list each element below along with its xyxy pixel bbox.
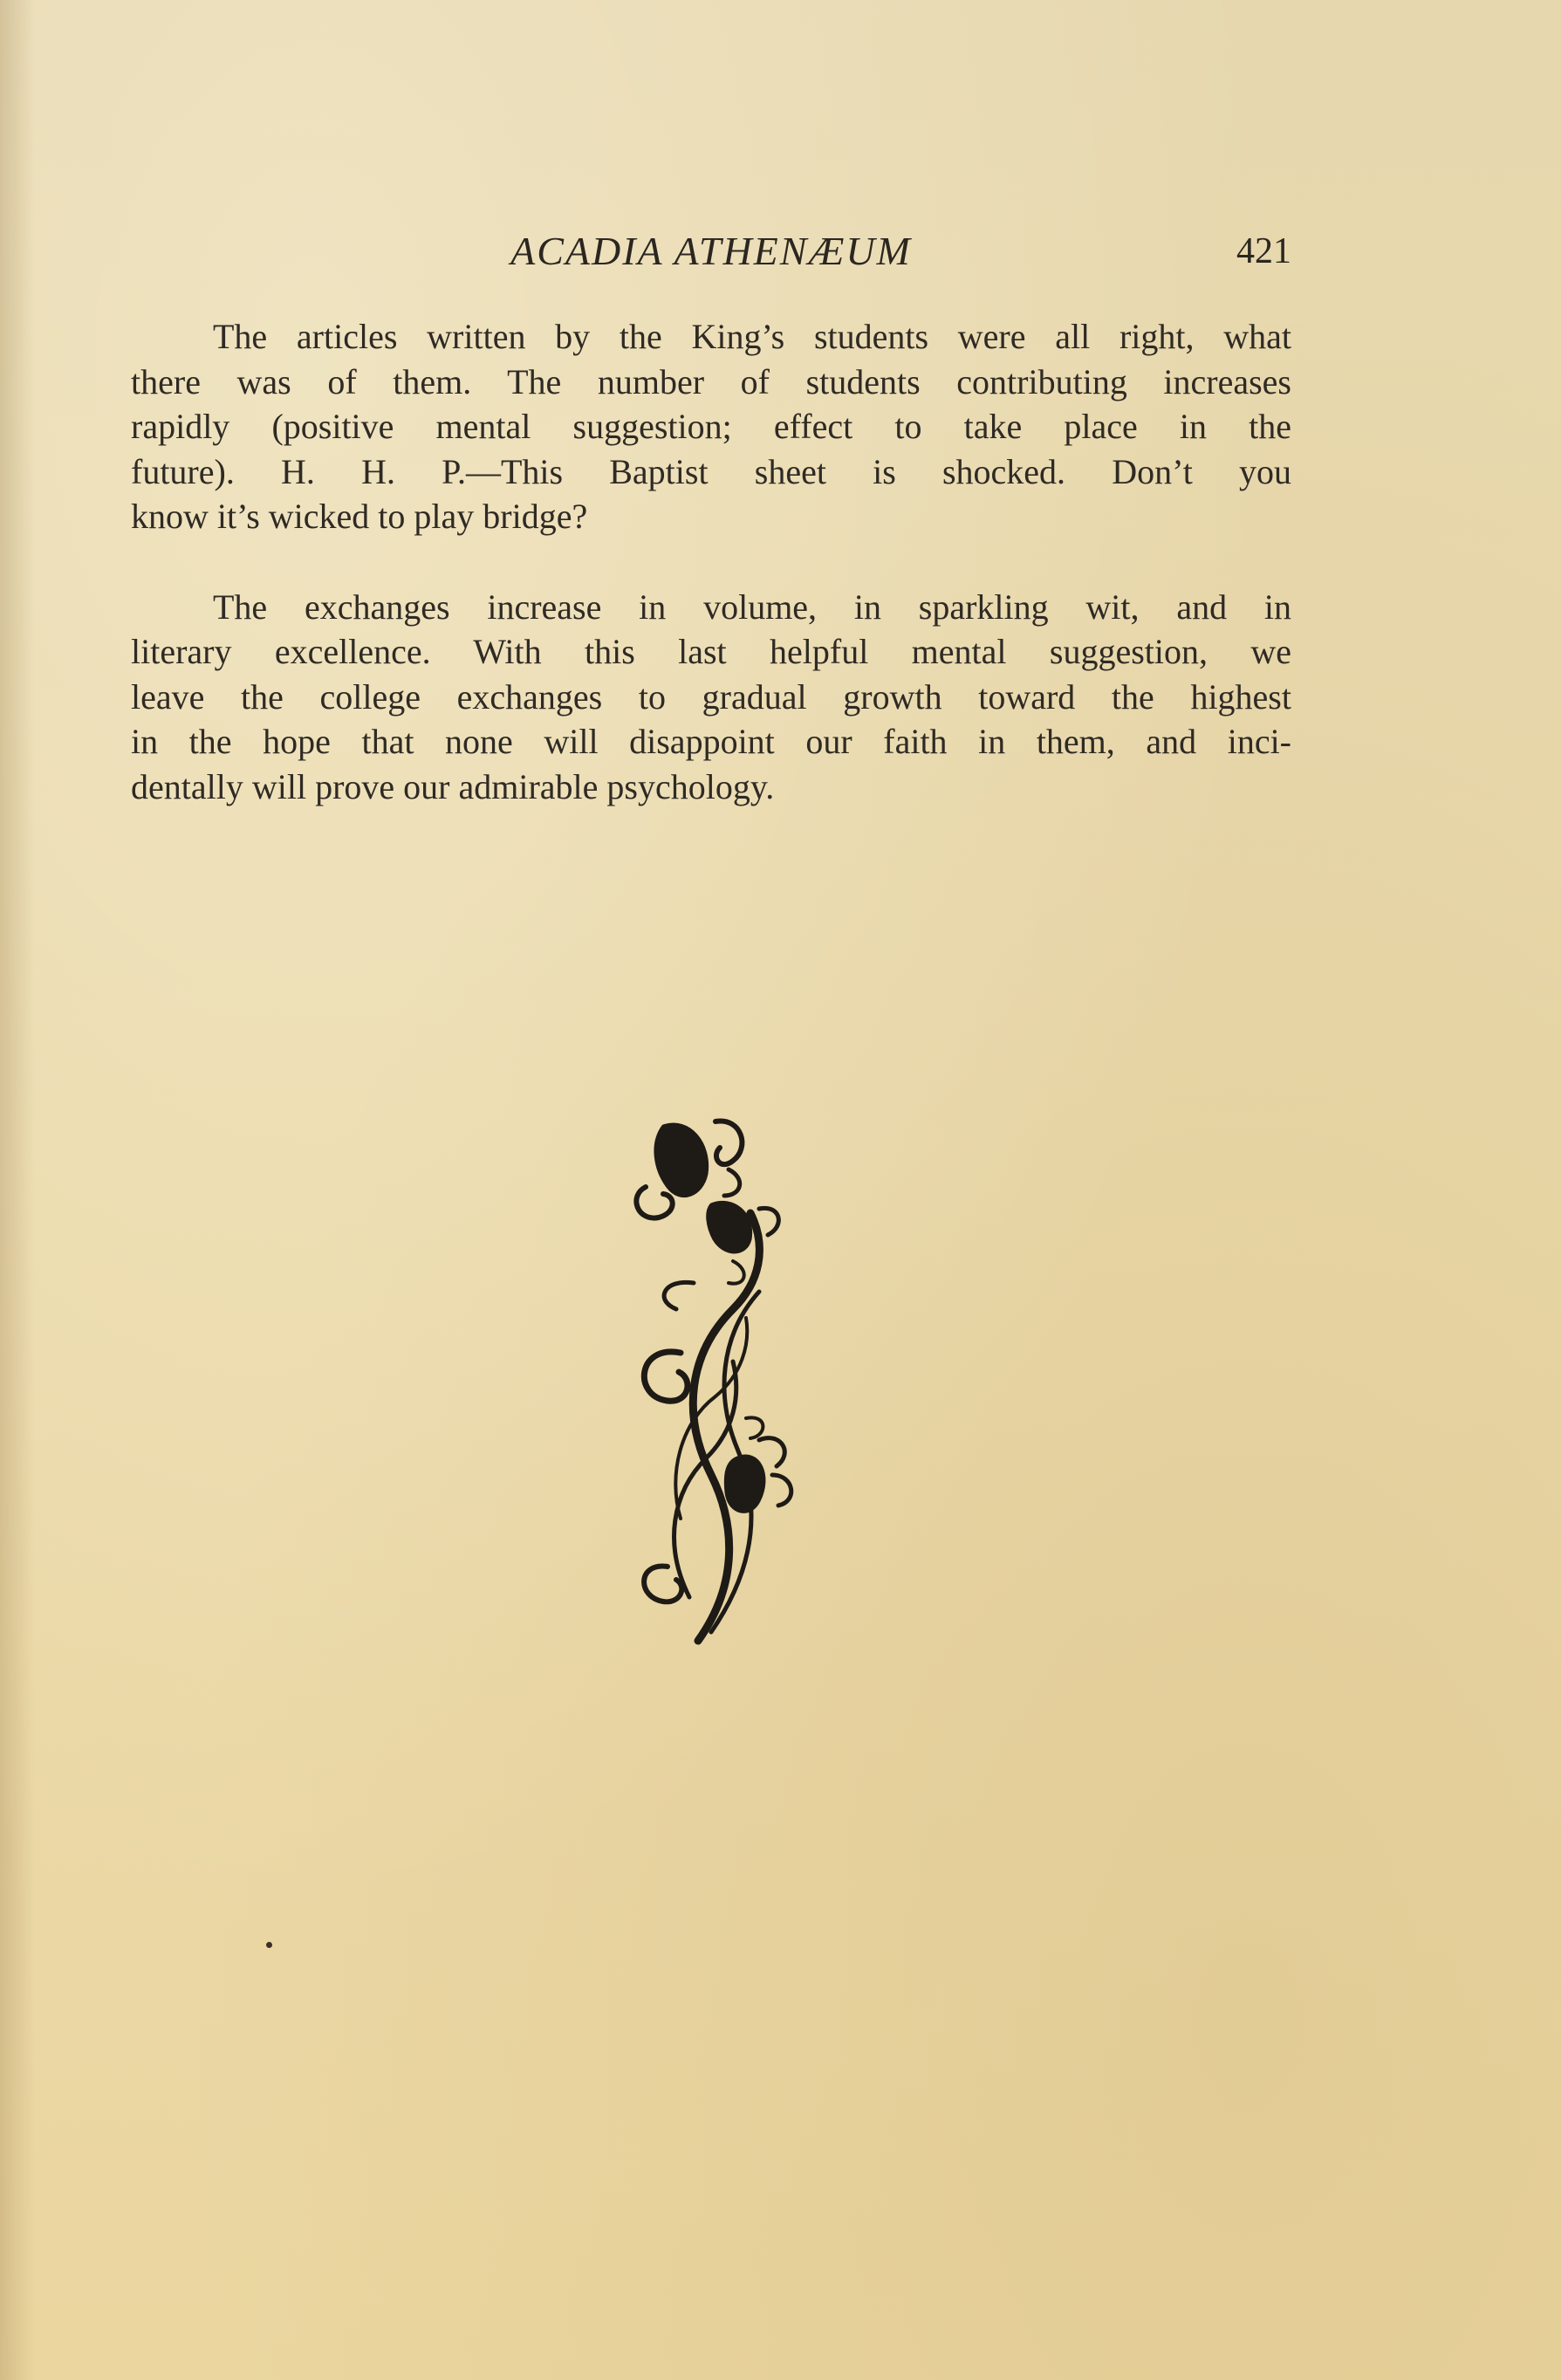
text-line: The articles written by the King’s students were all right, what — [213, 317, 1291, 356]
text-line: dentally will prove our admirable psychology. — [131, 766, 775, 806]
body-text — [131, 314, 1291, 854]
running-head — [131, 225, 1291, 278]
text-line: leave the college exchanges to gradual growth toward the highest — [131, 676, 1291, 717]
text-line: future). H. H. P.—This Baptist sheet is shocked. Don’t you — [131, 451, 1291, 491]
text-line: The exchanges increase in volume, in sparkling wit, and in — [213, 586, 1291, 627]
text-line: rapidly (positive mental suggestion; effect to take place in the — [131, 407, 1291, 446]
running-title: ACADIA ATHENÆUM — [510, 229, 912, 273]
text-line: know it’s wicked to play bridge? — [131, 497, 588, 536]
floral-vine-ornament-icon — [628, 1108, 811, 1650]
text-line: in the hope that none will disappoint our faith in them, and inci- — [131, 722, 1291, 761]
text-line: literary excellence. With this last helpful mental suggestion, we — [131, 632, 1291, 671]
paragraph-2 — [131, 585, 1291, 810]
text-line: there was of them. The number of students contributing increases — [131, 361, 1291, 401]
paragraph-1 — [131, 314, 1291, 539]
paper-speck — [266, 1942, 272, 1948]
page-number: 421 — [1236, 231, 1291, 271]
page-edge-shadow — [0, 0, 35, 2380]
